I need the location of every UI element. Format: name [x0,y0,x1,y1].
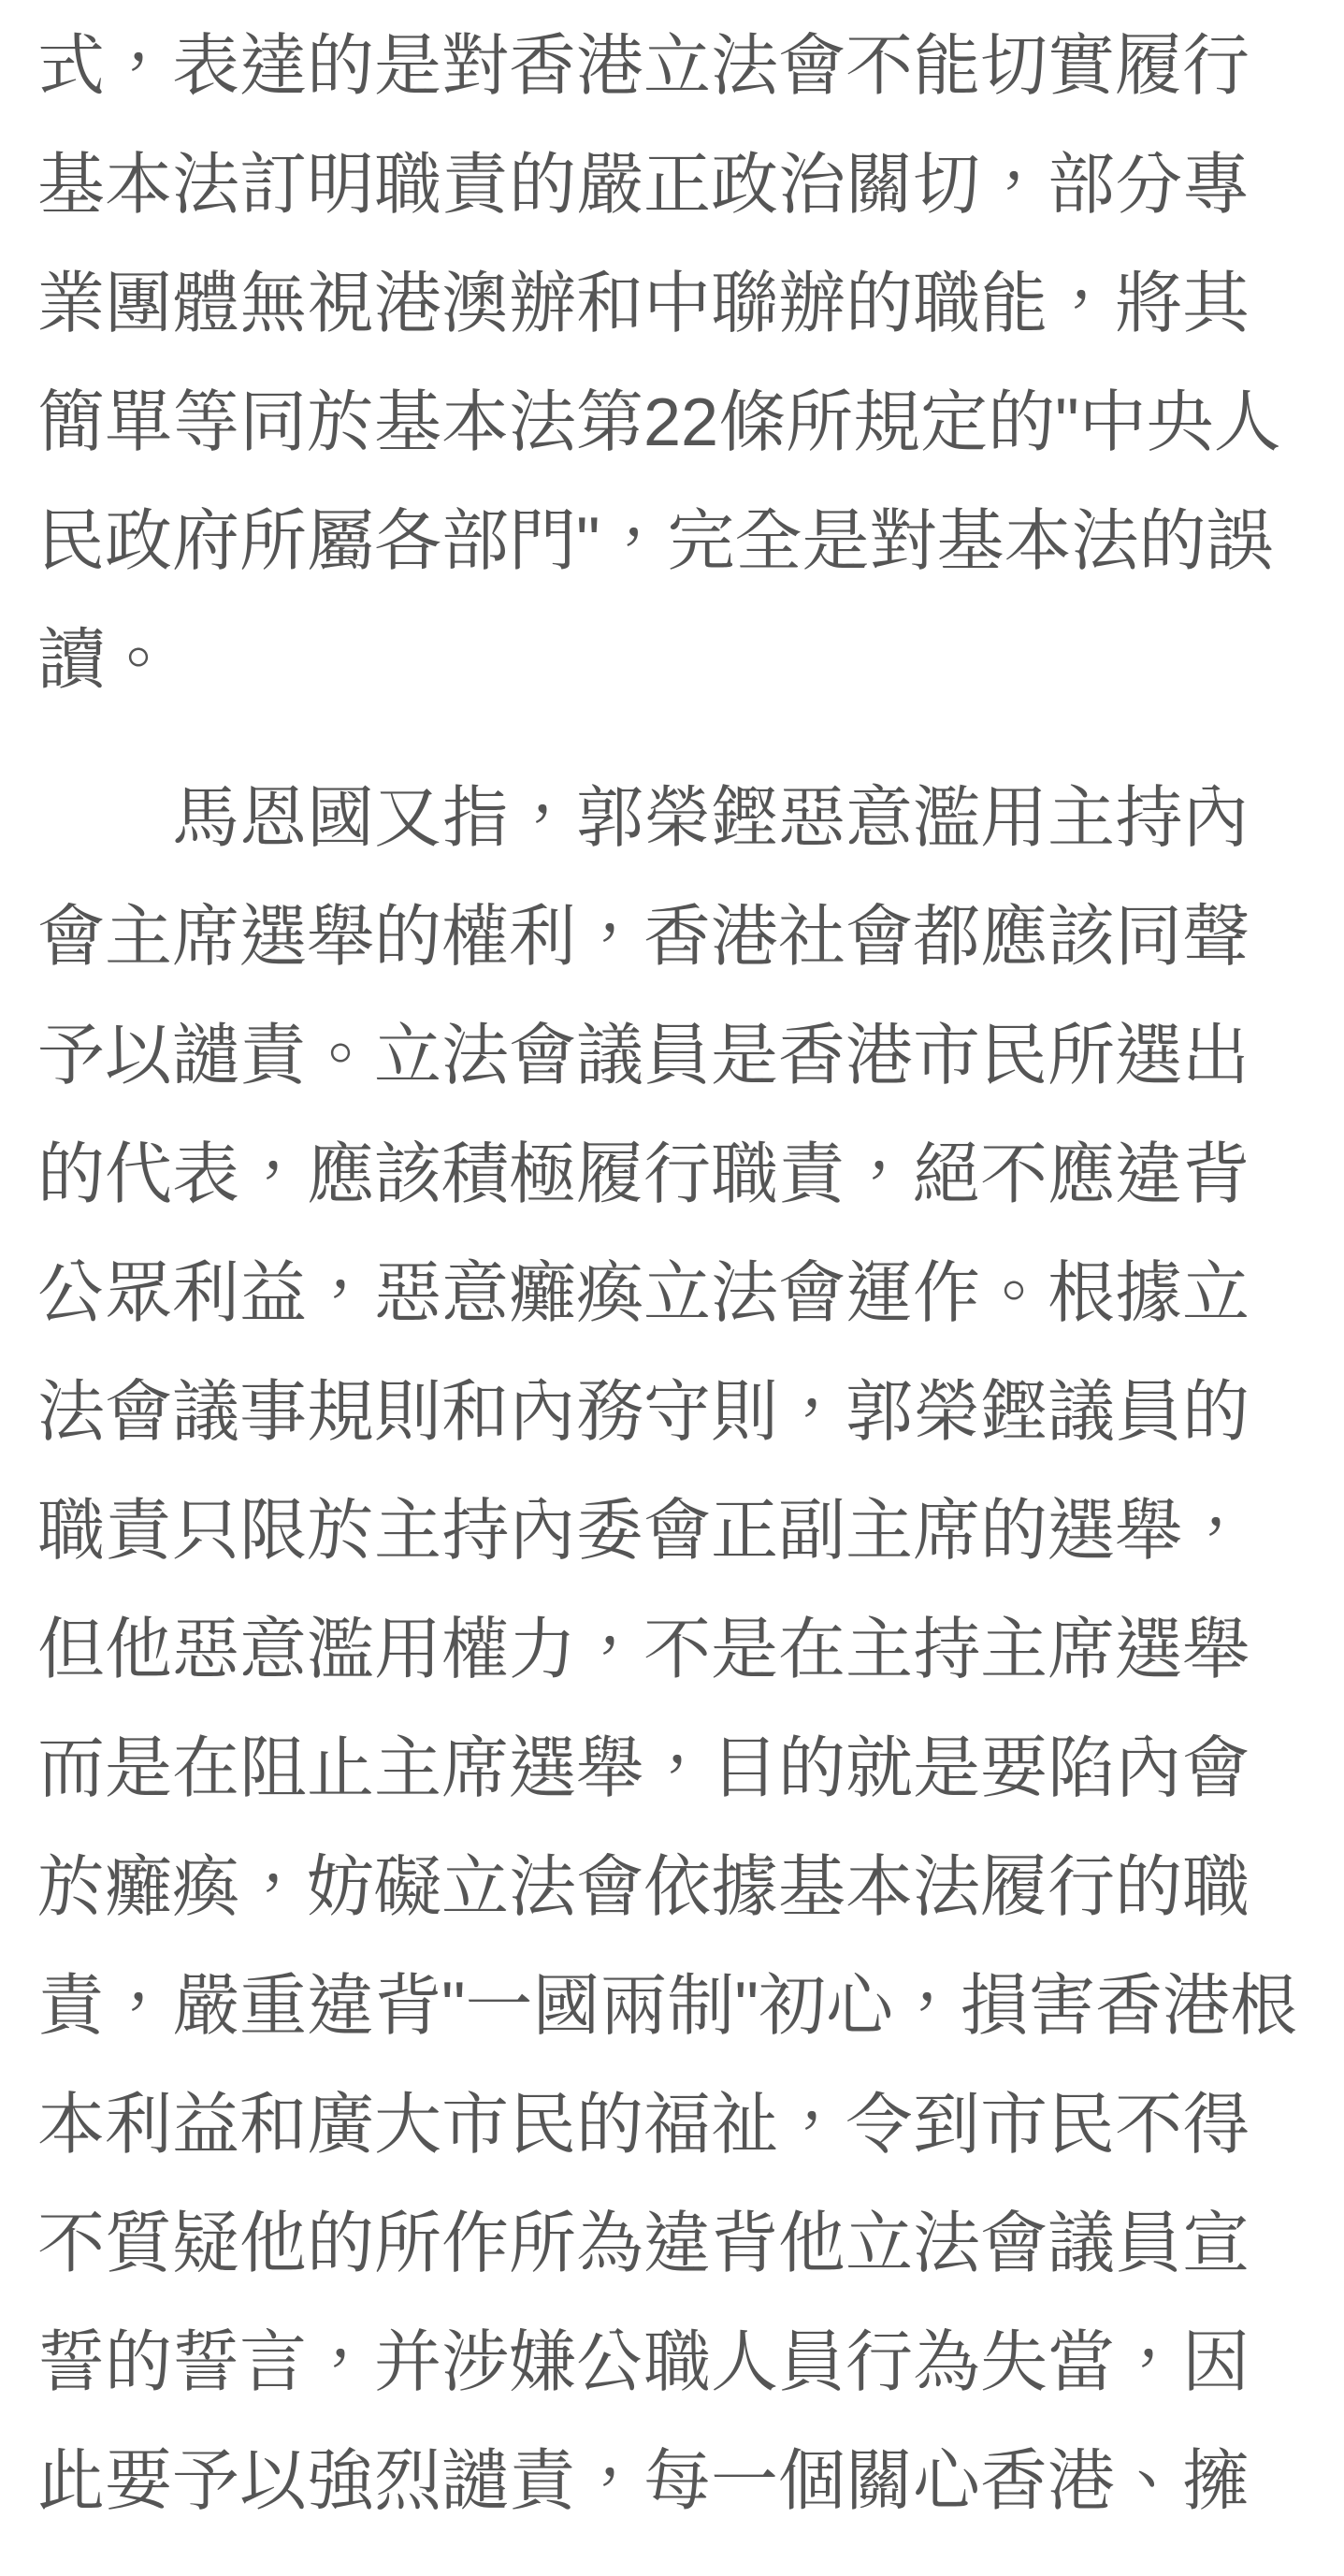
text-line: 但他惡意濫用權力，不是在主持主席選舉 [37,1613,1250,1687]
paragraph-1 [37,7,1316,720]
text-line: 式，表達的是對香港立法會不能切實履行 [37,29,1250,104]
paragraph-2 [37,760,1316,2541]
text-line: 簡單等同於基本法第22條所規定的"中央人 [37,385,1281,460]
text-line: 業團體無視港澳辦和中聯辦的職能，將其 [37,267,1250,341]
text-line: 馬恩國又指，郭榮鏗惡意濫用主持內 [172,781,1250,856]
text-line: 讀。 [37,623,173,698]
text-line: 法會議事規則和內務守則，郭榮鏗議員的 [37,1375,1250,1450]
text-line: 本利益和廣大市民的福祉，令到市民不得 [37,2088,1250,2163]
text-line: 予以譴責。立法會議員是香港市民所選出 [37,1019,1250,1093]
text-line: 而是在阻止主席選舉，目的就是要陷內會 [37,1731,1250,1806]
text-line: 誓的誓言，并涉嫌公職人員行為失當，因 [37,2325,1250,2400]
text-line: 民政府所屬各部門"，完全是對基本法的誤 [37,504,1274,579]
text-line: 公眾利益，惡意癱瘓立法會運作。根據立 [37,1256,1250,1331]
text-line: 基本法訂明職責的嚴正政治關切，部分專 [37,148,1250,223]
text-line: 不質疑他的所作所為違背他立法會議員宣 [37,2207,1250,2281]
text-line: 的代表，應該積極履行職責，絕不應違背 [37,1137,1250,1212]
text-line: 責，嚴重違背"一國兩制"初心，損害香港根 [37,1969,1298,2044]
text-line: 於癱瘓，妨礙立法會依據基本法履行的職 [37,1850,1250,1925]
text-line: 會主席選舉的權利，香港社會都應該同聲 [37,900,1250,975]
text-line: 此要予以強烈譴責，每一個關心香港、擁 [37,2444,1250,2519]
text-line: 職責只限於主持內委會正副主席的選舉， [37,1494,1250,1569]
